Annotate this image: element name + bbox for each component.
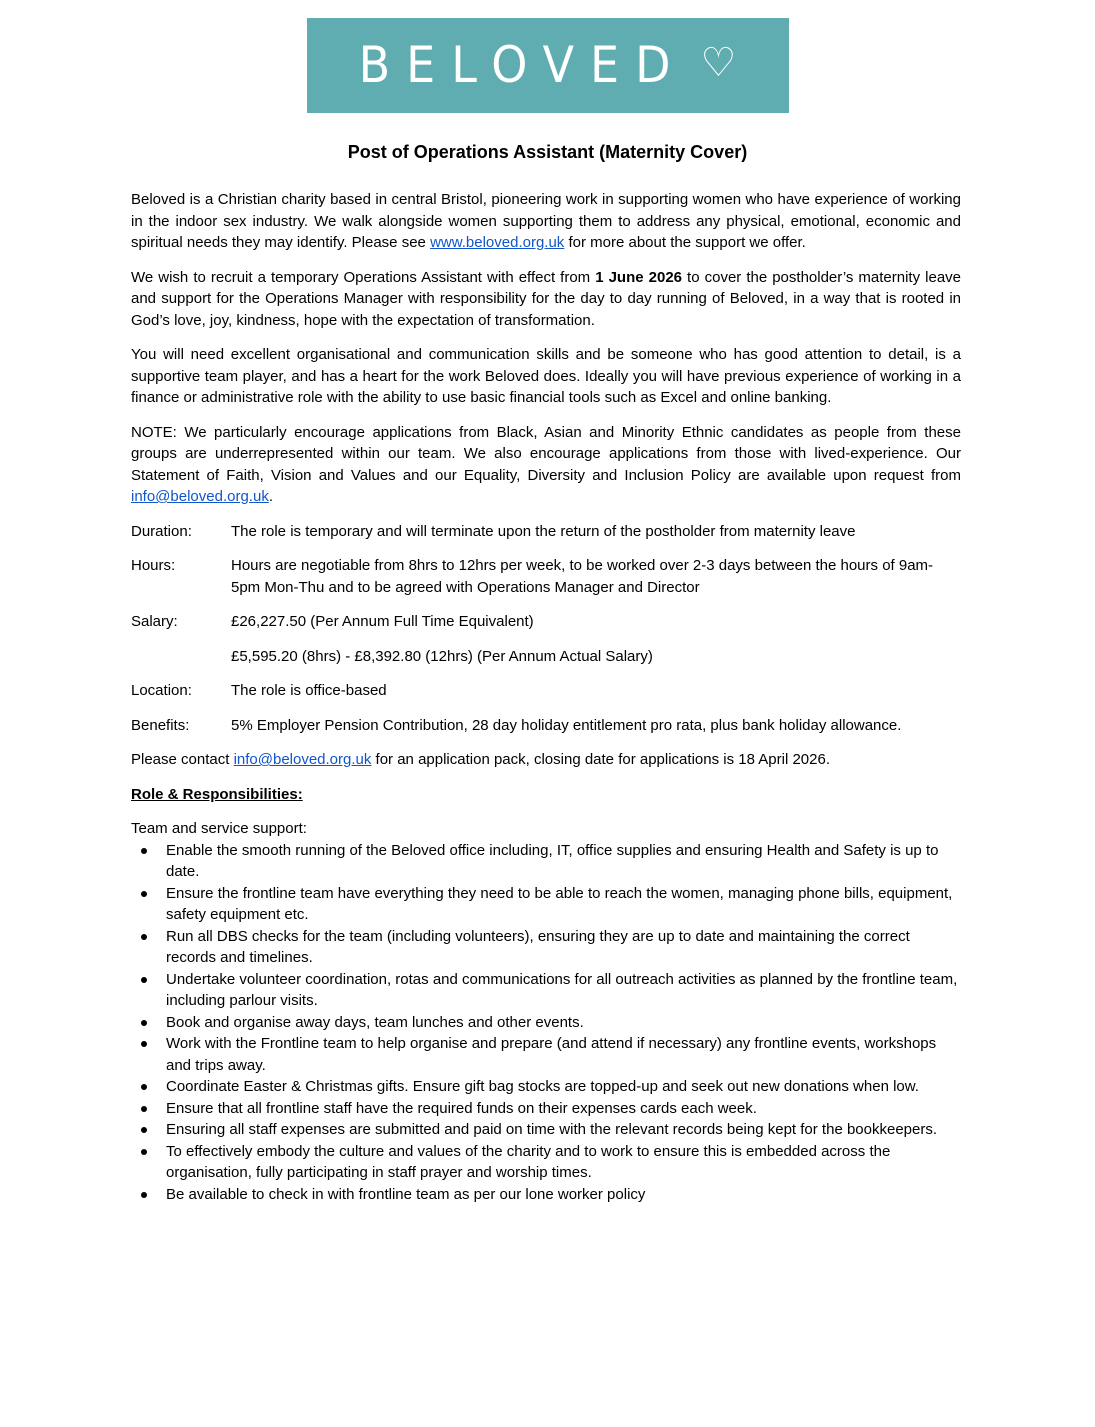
list-item: Run all DBS checks for the team (including volunteers), ensuring they are up to date and maintaining the correct records and timelines. [131, 926, 961, 969]
detail-label: Salary: [131, 613, 178, 630]
intro-text-after: for more about the support we offer. [564, 234, 806, 251]
detail-value: £26,227.50 (Per Annum Full Time Equivalent) [231, 613, 534, 630]
detail-row-salary-actual [131, 646, 961, 668]
detail-value: The role is temporary and will terminate upon the return of the postholder from maternity leave [231, 522, 856, 540]
detail-value: The role is office-based [231, 682, 387, 699]
list-item: Work with the Frontline team to help organise and prepare (and attend if necessary) any frontline events, workshops and trips away. [131, 1033, 961, 1076]
list-item: Enable the smooth running of the Beloved office including, IT, office supplies and ensuring Health and Safety is up to date. [131, 840, 961, 883]
role-responsibilities-heading: Role & Responsibilities: [131, 785, 303, 803]
detail-label: Duration: [131, 522, 192, 540]
detail-label: Hours: [131, 557, 176, 574]
page-title: Post of Operations Assistant (Maternity Cover) [347, 142, 748, 162]
list-item: Coordinate Easter & Christmas gifts. Ensure gift bag stocks are topped-up and seek out new donations when low. [131, 1076, 961, 1098]
detail-row-hours [131, 555, 961, 598]
detail-label [131, 646, 231, 668]
website-link[interactable]: www.beloved.org.uk [430, 234, 565, 251]
contact-paragraph [131, 749, 961, 771]
list-item: Book and organise away days, team lunches and other events. [131, 1012, 961, 1034]
contact-email-link[interactable]: info@beloved.org.uk [233, 751, 372, 768]
start-date: 1 June 2026 [595, 268, 683, 286]
list-item: Be available to check in with frontline team as per our lone worker policy [131, 1184, 961, 1206]
contact-text-after: for an application pack, closing date for applications is 18 April 2026. [371, 751, 830, 768]
list-item: Ensure that all frontline staff have the required funds on their expenses cards each week. [131, 1098, 961, 1120]
note-email-link[interactable]: info@beloved.org.uk [131, 488, 269, 505]
note-text-before: NOTE: We particularly encourage applications from Black, Asian and Minority Ethnic candidates as people from these groups are underrepresented within our team. We also encourage applications from those with lived-experience. Our Statement of Faith, Vision and Values and our Equality, Diversity and Inclusion Policy are available upon request from [131, 423, 961, 484]
detail-value: 5% Employer Pension Contribution, 28 day holiday entitlement pro rata, plus bank holiday allowance. [231, 716, 902, 734]
skills-paragraph: You will need excellent organisational and communication skills and be someone who has good attention to detail, is a supportive team player, and has a heart for the work Beloved does. Ideally you will have previous experience of working in a finance or administrative role with the ability to use basic financial tools such as Excel and online banking. [131, 346, 961, 406]
heart-icon: ♡ [700, 40, 737, 85]
list-item: Ensuring all staff expenses are submitted and paid on time with the relevant records being kept for the bookkeepers. [131, 1119, 961, 1141]
responsibilities-list [131, 840, 961, 1206]
detail-value: £5,595.20 (8hrs) - £8,392.80 (12hrs) (Per Annum Actual Salary) [231, 647, 653, 665]
beloved-logo-banner [307, 18, 789, 113]
intro-text-before: Beloved is a Christian charity based in central Bristol, pioneering work in supporting women who have experience of working in the indoor sex industry. We walk alongside women supporting them to address any physical, emotional, economic and spiritual needs they may identify. Please see [131, 191, 961, 251]
intro-paragraph [131, 189, 961, 254]
detail-label: Benefits: [131, 716, 190, 734]
detail-row-benefits [131, 715, 961, 737]
note-text-after: . [268, 488, 273, 505]
recruit-paragraph [131, 267, 961, 332]
list-item: To effectively embody the culture and values of the charity and to work to ensure this is embedded across the organisation, fully participating in staff prayer and worship times. [131, 1141, 961, 1184]
detail-value: Hours are negotiable from 8hrs to 12hrs per week, to be worked over 2-3 days between the hours of 9am-5pm Mon-Thu and to be agreed with Operations Manager and Director [231, 557, 934, 596]
recruit-text-before: We wish to recruit a temporary Operations Assistant with effect from [131, 268, 596, 286]
recruit-text-after: to cover the postholder’s maternity leave and support for the Operations Manager with responsibility for the day to day running of Beloved, in a way that is rooted in God’s love, joy, kindness, hope with the expectation of transformation. [131, 268, 961, 329]
detail-label: Location: [131, 682, 192, 699]
document-body [131, 189, 961, 1205]
list-item: Undertake volunteer coordination, rotas and communications for all outreach activities as planned by the frontline team, including parlour visits. [131, 969, 961, 1012]
contact-text-before: Please contact [131, 751, 234, 768]
list-item: Ensure the frontline team have everything they need to be able to reach the women, managing phone bills, equipment, safety equipment etc. [131, 883, 961, 926]
note-paragraph [131, 422, 961, 508]
detail-row-salary-fte [131, 611, 961, 633]
detail-row-location [131, 680, 961, 702]
detail-row-duration [131, 521, 961, 543]
logo-wordmark: BELOVED [358, 35, 687, 94]
team-support-subheading: Team and service support: [131, 820, 307, 837]
